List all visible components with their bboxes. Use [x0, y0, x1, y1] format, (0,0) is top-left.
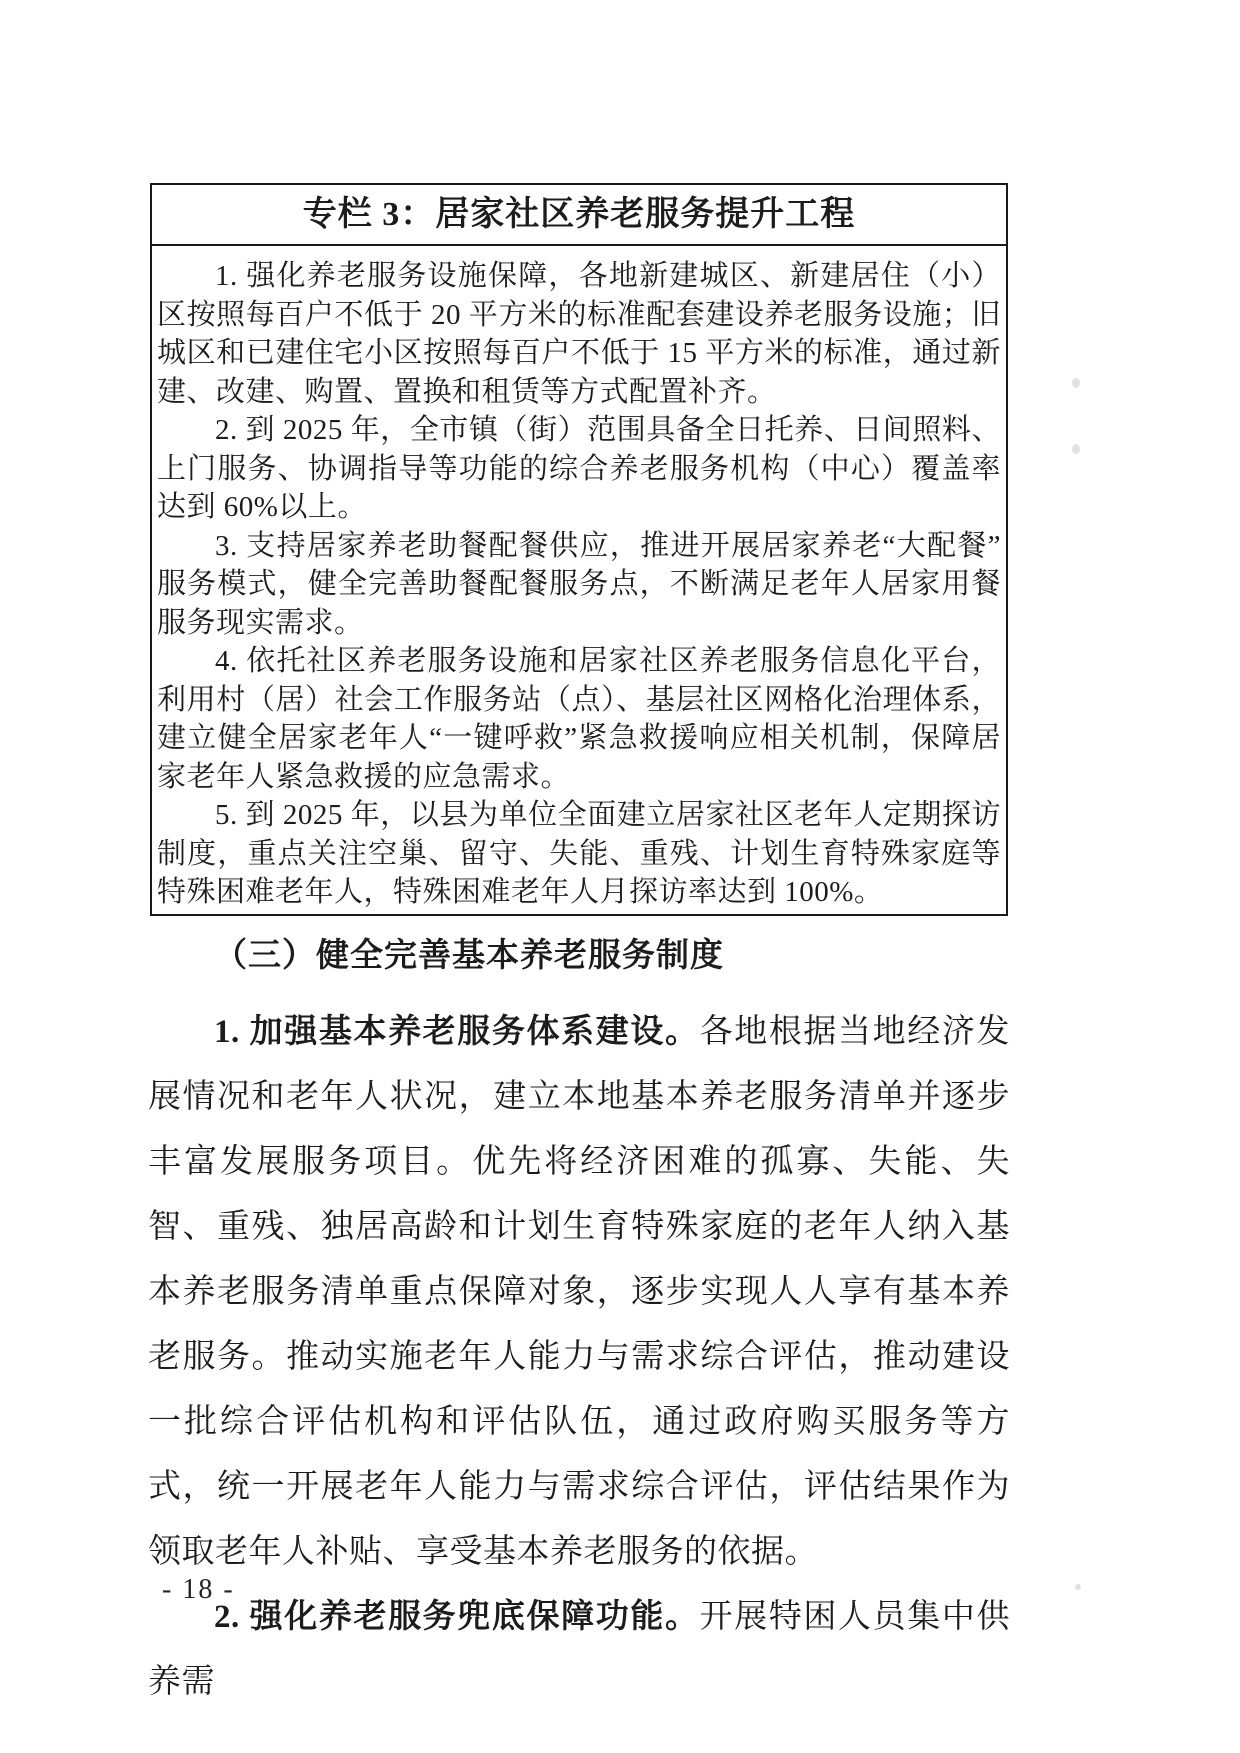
section-paragraph [148, 1585, 1010, 1715]
body-section [148, 934, 1010, 1715]
paragraph-body: 开展特困人员集中供养需 [148, 1599, 1011, 1700]
highlight-box-paragraph: 2. 到 2025 年，全市镇（街）范围具备全日托养、日间照料、上门服务、协调指导等功能的综合养老服务机构（中心）覆盖率达到 60%以上。 [157, 414, 1001, 523]
highlight-box-body [152, 246, 1006, 912]
highlight-box-title: 专栏 3：居家社区养老服务提升工程 [152, 185, 1006, 246]
paragraph-lead: 1. 加强基本养老服务体系建设。 [214, 1014, 700, 1050]
highlight-box-paragraph: 3. 支持居家养老助餐配餐供应，推进开展居家养老“大配餐”服务模式，健全完善助餐配餐服务点，不断满足老年人居家用餐服务现实需求。 [157, 529, 1001, 639]
highlight-box-paragraph: 4. 依托社区养老服务设施和居家社区养老服务信息化平台，利用村（居）社会工作服务站（点）、基层社区网格化治理体系，建立健全居家老年人“一键呼救”紧急救援响应相关机制，保障居家老年人紧急救援的应急需求。 [157, 645, 1001, 793]
scan-artifact [1072, 378, 1080, 388]
section-heading: （三）健全完善基本养老服务制度 [214, 938, 724, 974]
scan-artifact [1075, 1584, 1081, 1590]
paragraph-lead: 2. 强化养老服务兜底保障功能。 [214, 1599, 700, 1635]
highlight-box-paragraph: 5. 到 2025 年，以县为单位全面建立居家社区老年人定期探访制度，重点关注空巢、留守、失能、重残、计划生育特殊家庭等特殊困难老年人，特殊困难老年人月探访率达到 100%。 [157, 799, 1001, 908]
paragraph-body: 各地根据当地经济发展情况和老年人状况，建立本地基本养老服务清单并逐步丰富发展服务项目。优先将经济困难的孤寡、失能、失智、重残、独居高龄和计划生育特殊家庭的老年人纳入基本养老服务清单重点保障对象，逐步实现人人享有基本养老服务。推动实施老年人能力与需求综合评估，推动建设一批综合评估机构和评估队伍，通过政府购买服务等方式，统一开展老年人能力与需求综合评估，评估结果作为领取老年人补贴、享受基本养老服务的依据。 [148, 1014, 1011, 1570]
scan-artifact [1072, 444, 1080, 454]
highlight-box-paragraph: 1. 强化养老服务设施保障，各地新建城区、新建居住（小）区按照每百户不低于 20 平方米的标准配套建设养老服务设施；旧城区和已建住宅小区按照每百户不低于 15 平方米的标准，通过新建、改建、购置、置换和租赁等方式配置补齐。 [157, 260, 1001, 408]
section-paragraph [148, 1000, 1010, 1585]
highlight-box [150, 183, 1008, 916]
page-number: - 18 - [162, 1574, 235, 1605]
